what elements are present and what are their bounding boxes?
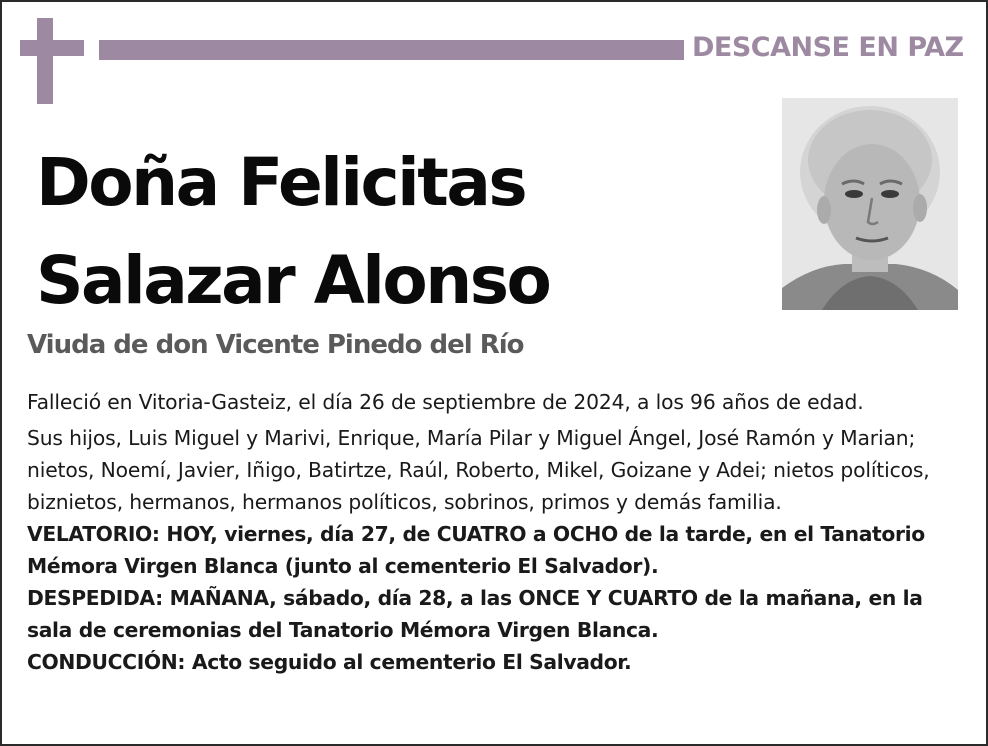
- header-label: DESCANSE EN PAZ: [692, 32, 964, 63]
- velatorio-info: VELATORIO: HOY, viernes, día 27, de CUATRO a OCHO de la tarde, en el Tanatorio Mémora Virgen Blanca (junto al cementerio El Salvador).: [27, 522, 925, 578]
- family-list: Sus hijos, Luis Miguel y Marivi, Enrique, María Pilar y Miguel Ángel, José Ramón y Marian; nietos, Noemí, Javier, Iñigo, Batirtze, Raúl, Roberto, Mikel, Goizane y Adei; nietos políticos, biznietos, hermanos, hermanos políticos, sobrinos, primos y demás familia.: [27, 426, 930, 514]
- name-line-1: Doña Felicitas: [36, 144, 526, 221]
- conduccion-info: CONDUCCIÓN: Acto seguido al cementerio El Salvador.: [27, 650, 632, 674]
- cross-icon-arm: [20, 40, 84, 56]
- despedida-info: DESPEDIDA: MAÑANA, sábado, día 28, a las ONCE Y CUARTO de la mañana, en la sala de ceremonias del Tanatorio Mémora Virgen Blanca.: [27, 586, 923, 642]
- portrait-photo: [782, 98, 958, 310]
- notice-body: [27, 386, 967, 678]
- spouse-subtitle: Viuda de don Vicente Pinedo del Río: [27, 330, 524, 360]
- cross-icon: [37, 18, 53, 104]
- death-notice: Falleció en Vitoria-Gasteiz, el día 26 de septiembre de 2024, a los 96 años de edad.: [27, 390, 864, 414]
- deceased-name: [36, 134, 549, 330]
- header-divider: [99, 40, 684, 60]
- name-line-2: Salazar Alonso: [36, 242, 550, 319]
